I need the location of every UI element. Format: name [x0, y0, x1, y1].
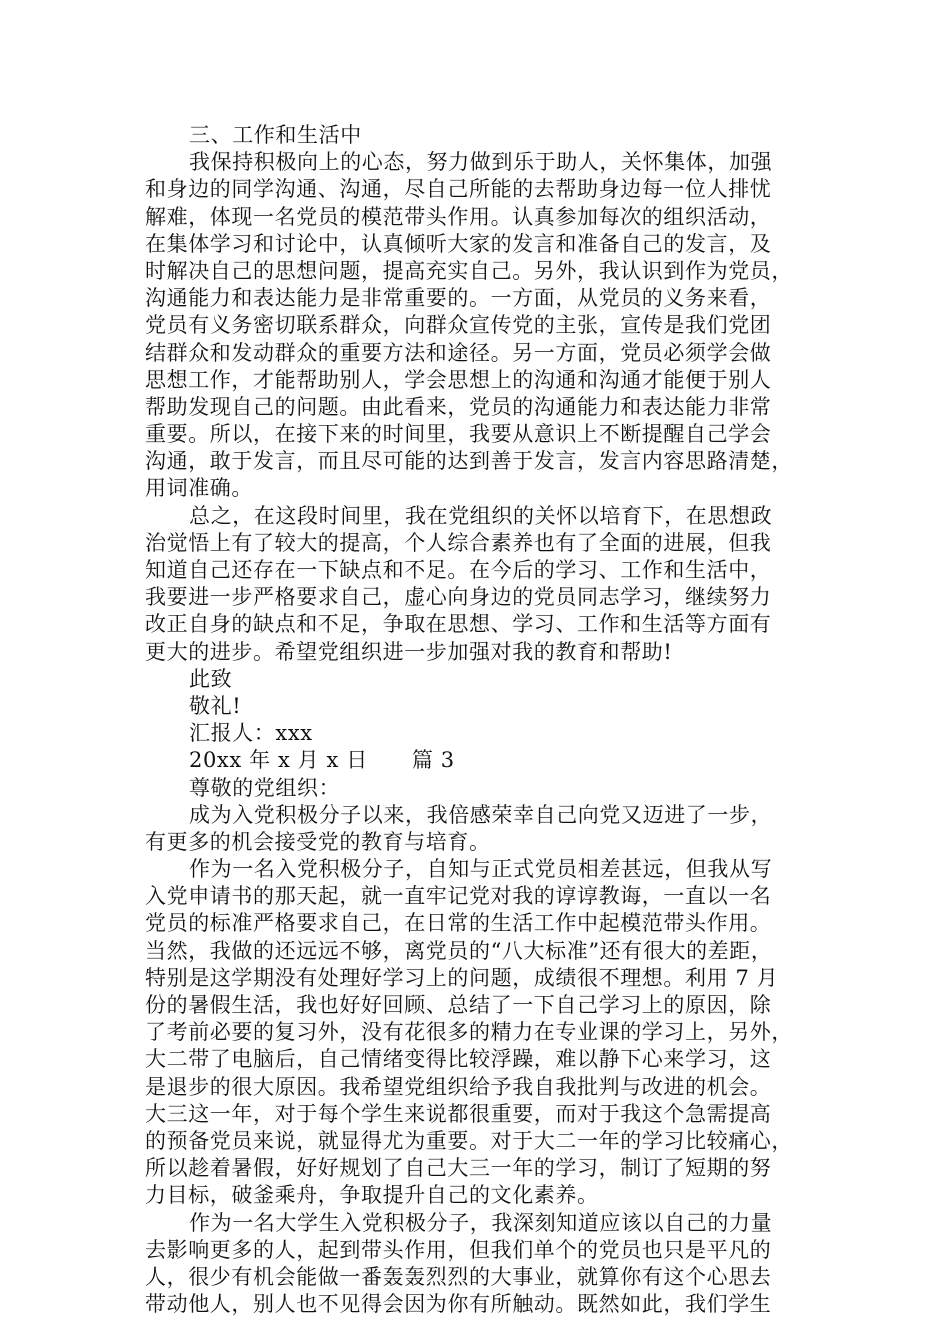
text-line: 此致: [189, 666, 233, 691]
text-line: 成为入党积极分子以来，我倍感荣幸自己向党又迈进了一步，: [189, 802, 773, 827]
text-line: 知道自己还存在一下缺点和不足。在今后的学习、工作和生活中，: [145, 558, 772, 582]
text-line: 所以趁着暑假，好好规划了自己大三一年的学习，制订了短期的努: [145, 1156, 772, 1181]
text-line: 当然，我做的还远远不够，离党员的“八大标准”还有很大的差距，: [145, 938, 773, 963]
text-line: 是退步的很大原因。我希望党组织给予我自我批判与改进的机会。: [145, 1074, 772, 1099]
text-line: 改正自身的缺点和不足，争取在思想、学习、工作和生活等方面有: [145, 612, 772, 637]
document-body-part-1: [145, 122, 805, 747]
text-line: 份的暑假生活，我也好好回顾、总结了一下自己学习上的原因，除: [145, 993, 772, 1017]
text-line: 沟通，敢于发言，而且尽可能的达到善于发言，发言内容思路清楚，: [145, 449, 793, 474]
text-line: 的预备党员来说，就显得尤为重要。对于大二一年的学习比较痛心，: [145, 1128, 793, 1153]
text-line: 我要进一步严格要求自己，虚心向身边的党员同志学习，继续努力: [145, 585, 772, 610]
text-line: 思想工作，才能帮助别人，学会思想上的沟通和沟通才能便于别人: [145, 367, 772, 392]
document-page: [145, 122, 805, 1318]
text-line: 党员的标准严格要求自己，在日常的生活工作中起模范带头作用。: [145, 911, 772, 936]
text-line: 带动他人，别人也不见得会因为你有所触动。既然如此，我们学生: [145, 1292, 772, 1317]
text-line: 力目标，破釜乘舟，争取提升自己的文化素养。: [145, 1183, 599, 1208]
document-body-part-2: [145, 775, 805, 1319]
text-line: 大三这一年，对于每个学生来说都很重要，而对于我这个急需提高: [145, 1101, 772, 1126]
text-line: 三、工作和生活中: [189, 123, 362, 147]
text-line: 沟通能力和表达能力是非常重要的。一方面，从党员的义务来看，: [145, 286, 772, 311]
text-line: 帮助发现自己的问题。由此看来，党员的沟通能力和表达能力非常: [145, 394, 772, 419]
text-line: 总之，在这段时间里，我在党组织的关怀以培育下，在思想政: [189, 503, 773, 528]
text-line: 尊敬的党组织：: [189, 775, 341, 800]
text-line: 有更多的机会接受党的教育与培育。: [145, 829, 491, 854]
text-line: 作为一名大学生入党积极分子，我深刻知道应该以自己的力量: [189, 1210, 773, 1235]
report-date: 20xx 年 x 月 x 日: [189, 748, 368, 773]
text-line: 用词准确。: [145, 476, 253, 501]
text-line: 我保持积极向上的心态，努力做到乐于助人，关怀集体，加强: [189, 150, 773, 175]
text-line: 去影响更多的人，起到带头作用，但我们单个的党员也只是平凡的: [145, 1237, 772, 1262]
text-line: 汇报人：xxx: [189, 721, 313, 746]
text-line: 更大的进步。希望党组织进一步加强对我的教育和帮助!: [145, 639, 673, 664]
text-line: 重要。所以，在接下来的时间里，我要从意识上不断提醒自己学会: [145, 422, 772, 447]
text-line: 作为一名入党积极分子，自知与正式党员相差甚远，但我从写: [189, 857, 773, 882]
text-line: 人，很少有机会能做一番轰轰烈烈的大事业，就算你有这个心思去: [145, 1264, 772, 1289]
text-line: 入党申请书的那天起，就一直牢记党对我的谆谆教诲，一直以一名: [145, 884, 772, 909]
text-line: 大二带了电脑后，自己情绪变得比较浮躁，难以静下心来学习，这: [145, 1047, 772, 1072]
text-line: 解难，体现一名党员的模范带头作用。认真参加每次的组织活动，: [145, 204, 772, 229]
text-line: 特别是这学期没有处理好学习上的问题，成绩很不理想。利用 7 月: [145, 965, 779, 990]
text-line: 结群众和发动群众的重要方法和途径。另一方面，党员必须学会做: [145, 340, 772, 365]
text-line: 党员有义务密切联系群众，向群众宣传党的主张，宣传是我们党团: [145, 313, 772, 338]
text-line: 敬礼!: [189, 693, 242, 718]
date-line: [145, 747, 805, 774]
text-line: 时解决自己的思想问题，提高充实自己。另外，我认识到作为党员，: [145, 258, 793, 283]
text-line: 治觉悟上有了较大的提高，个人综合素养也有了全面的进展，但我: [145, 530, 772, 555]
text-line: 和身边的同学沟通、沟通，尽自己所能的去帮助身边每一位人排忧: [145, 177, 772, 202]
section-label: 篇 3: [411, 748, 455, 773]
text-line: 在集体学习和讨论中，认真倾听大家的发言和准备自己的发言，及: [145, 231, 772, 256]
text-line: 了考前必要的复习外，没有花很多的精力在专业课的学习上，另外，: [145, 1020, 793, 1045]
